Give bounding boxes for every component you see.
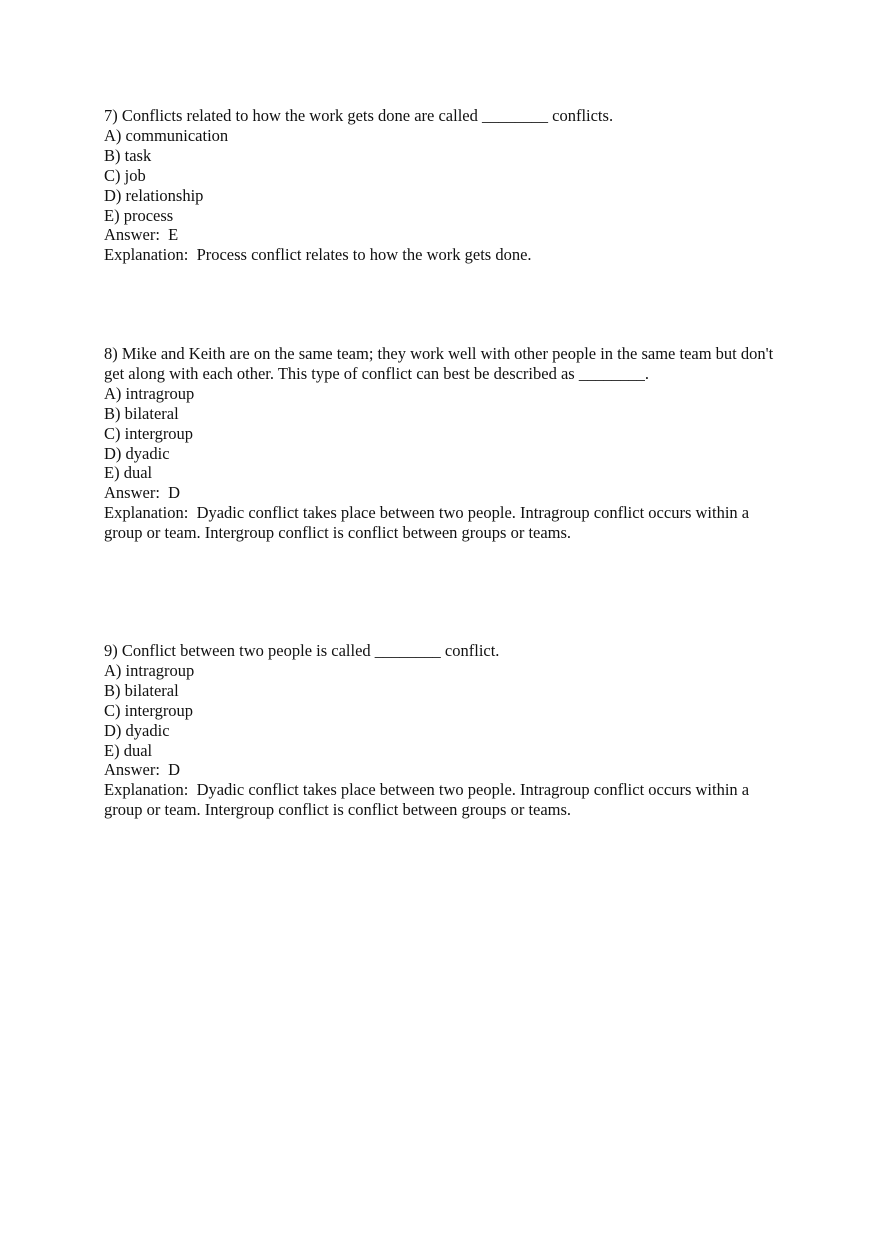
option-a: A) intragroup	[104, 383, 195, 403]
option-d: D) dyadic	[104, 720, 170, 740]
option-c: C) intergroup	[104, 423, 194, 443]
explanation-text: Explanation: Dyadic conflict takes place between two people. Intragroup conflict occurs within a group or team. Intergroup conflict is conflict between groups or teams.	[104, 503, 754, 543]
question-stem: 8) Mike and Keith are on the same team; they work well with other people in the same team but don't get along with each other. This type of conflict can best be described as ________.	[104, 344, 778, 383]
answer-line: Answer: E	[104, 225, 179, 245]
option-c: C) job	[104, 165, 146, 185]
option-a: A) communication	[104, 125, 229, 145]
option-d: D) relationship	[104, 185, 204, 205]
option-b: B) bilateral	[104, 680, 179, 700]
question-stem: 9) Conflict between two people is called ________ conflict.	[104, 641, 500, 660]
question-8	[104, 344, 784, 543]
explanation-text: Explanation: Process conflict relates to how the work gets done.	[104, 245, 532, 265]
option-e: E) dual	[104, 463, 153, 483]
answer-line: Answer: D	[104, 760, 181, 780]
option-b: B) bilateral	[104, 403, 179, 423]
answer-line: Answer: D	[104, 483, 181, 503]
option-e: E) process	[104, 205, 174, 225]
option-a: A) intragroup	[104, 660, 195, 680]
question-7	[104, 106, 784, 265]
option-d: D) dyadic	[104, 443, 170, 463]
option-b: B) task	[104, 145, 152, 165]
explanation-text: Explanation: Dyadic conflict takes place between two people. Intragroup conflict occurs within a group or team. Intergroup conflict is conflict between groups or teams.	[104, 780, 754, 820]
option-e: E) dual	[104, 740, 153, 760]
question-stem: 7) Conflicts related to how the work gets done are called ________ conflicts.	[104, 106, 614, 125]
option-c: C) intergroup	[104, 700, 194, 720]
question-9	[104, 641, 784, 820]
